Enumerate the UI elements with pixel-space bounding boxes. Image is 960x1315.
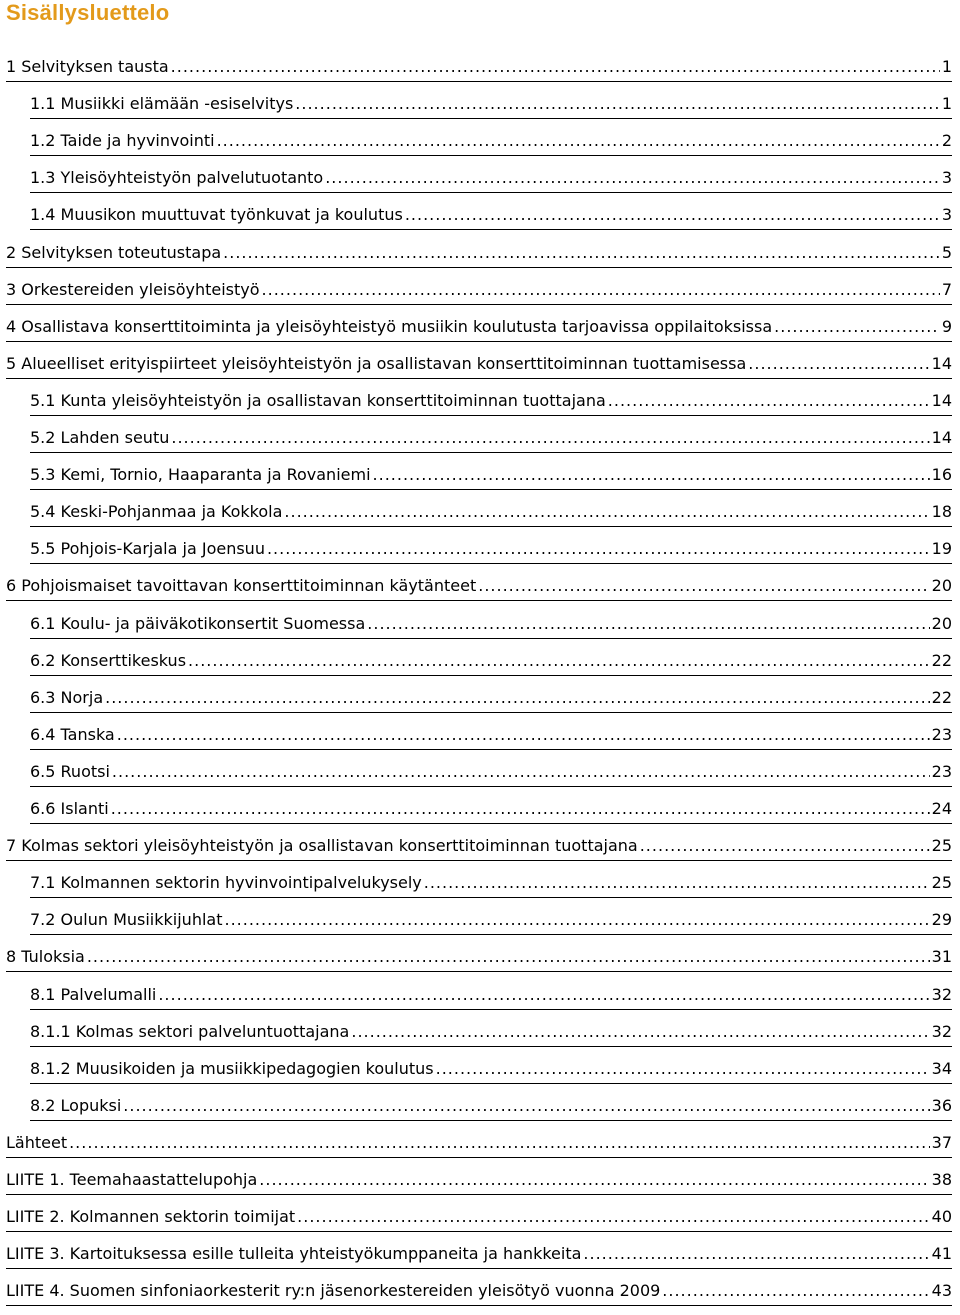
- toc-entry-title: 8.1 Palvelumalli: [30, 984, 157, 1004]
- toc-entry[interactable]: [30, 899, 952, 935]
- toc-entry[interactable]: [6, 306, 952, 342]
- toc-entry-page: 5: [941, 242, 952, 262]
- toc-entry-page: 36: [931, 1095, 952, 1115]
- toc-entry-title: 1 Selvityksen tausta: [6, 57, 169, 76]
- toc-leader-dots: [297, 1207, 929, 1227]
- toc-entry-title: 7 Kolmas sektori yleisöyhteistyön ja osallistavan konserttitoiminnan tuottajana: [6, 836, 638, 856]
- toc-entry-page: 9: [941, 316, 952, 336]
- toc-leader-dots: [112, 762, 930, 782]
- toc-entry-page: 25: [931, 873, 952, 893]
- toc-entry[interactable]: [6, 825, 952, 861]
- toc-leader-dots: [367, 614, 929, 634]
- toc-entry-title: 6.2 Konserttikeskus: [30, 650, 187, 670]
- toc-entry[interactable]: [30, 380, 952, 416]
- toc-leader-dots: [117, 725, 930, 745]
- toc-entry-title: 8.1.2 Muusikoiden ja musiikkipedagogien koulutus: [30, 1058, 434, 1078]
- toc-leader-dots: [608, 391, 930, 411]
- toc-entry-page: 3: [941, 168, 952, 188]
- toc-entry[interactable]: [6, 936, 952, 972]
- toc-entry-page: 25: [931, 836, 952, 856]
- toc-entry[interactable]: [30, 417, 952, 453]
- toc-leader-dots: [123, 1096, 929, 1116]
- toc-entry-title: 5 Alueelliset erityispiirteet yleisöyhteistyön ja osallistavan konserttitoiminnan tuottamisessa: [6, 353, 747, 373]
- toc-entry[interactable]: [30, 862, 952, 898]
- toc-leader-dots: [69, 1133, 930, 1153]
- toc-entry-title: 7.1 Kolmannen sektorin hyvinvointipalvelukysely: [30, 873, 422, 893]
- toc-leader-dots: [158, 985, 929, 1005]
- toc-entry-title: 1.2 Taide ja hyvinvointi: [30, 131, 215, 151]
- toc-entry-title: Lähteet: [6, 1132, 68, 1152]
- toc-entry[interactable]: [6, 1233, 952, 1269]
- toc-leader-dots: [583, 1244, 929, 1264]
- toc-entry-page: 19: [931, 539, 952, 559]
- toc-entry-title: 5.3 Kemi, Tornio, Haaparanta ja Rovaniemi: [30, 465, 371, 485]
- toc-entry-title: LIITE 3. Kartoituksessa esille tulleita yhteistyökumppaneita ja hankkeita: [6, 1244, 582, 1264]
- toc-leader-dots: [405, 205, 940, 225]
- toc-entry-title: 1.3 Yleisöyhteistyön palvelutuotanto: [30, 168, 324, 188]
- toc-leader-dots: [262, 280, 940, 300]
- toc-leader-dots: [424, 873, 930, 893]
- toc-entry-page: 34: [931, 1058, 952, 1078]
- toc-entry[interactable]: [30, 491, 952, 527]
- toc-entry[interactable]: [6, 1196, 952, 1232]
- toc-leader-dots: [774, 317, 940, 337]
- toc-entry-title: 5.4 Keski-Pohjanmaa ja Kokkola: [30, 502, 283, 522]
- toc-entry-title: LIITE 2. Kolmannen sektorin toimijat: [6, 1207, 296, 1227]
- toc-entry[interactable]: [30, 1011, 952, 1047]
- toc-entry-page: 2: [941, 131, 952, 151]
- toc-entry-title: 8.1.1 Kolmas sektori palveluntuottajana: [30, 1021, 350, 1041]
- toc-entry[interactable]: [30, 157, 952, 193]
- toc-leader-dots: [105, 688, 930, 708]
- toc-entry-page: 20: [931, 613, 952, 633]
- toc-entry-page: 1: [941, 57, 952, 76]
- toc-leader-dots: [436, 1059, 930, 1079]
- toc-entry[interactable]: [30, 714, 952, 750]
- toc-entry-title: 8 Tuloksia: [6, 947, 85, 967]
- toc-leader-dots: [284, 502, 929, 522]
- toc-entry-title: 4 Osallistava konserttitoiminta ja yleisöyhteistyö musiikin koulutusta tarjoavissa oppilaitoksissa: [6, 316, 773, 336]
- toc-entry[interactable]: [30, 83, 952, 119]
- toc-entry-page: 32: [931, 984, 952, 1004]
- toc-leader-dots: [87, 947, 930, 967]
- toc-entry-title: 3 Orkestereiden yleisöyhteistyö: [6, 279, 260, 299]
- toc-entry[interactable]: [6, 343, 952, 379]
- toc-entry[interactable]: [30, 751, 952, 787]
- toc-entry[interactable]: [6, 232, 952, 268]
- toc-entry[interactable]: [30, 974, 952, 1010]
- toc-entry-page: 14: [931, 353, 952, 373]
- toc-entry-title: 6.6 Islanti: [30, 799, 109, 818]
- toc-leader-dots: [267, 539, 930, 559]
- toc-entry-title: LIITE 1. Teemahaastattelupohja: [6, 1170, 258, 1189]
- toc-entry[interactable]: [6, 1159, 952, 1195]
- toc-leader-dots: [325, 168, 940, 188]
- toc-leader-dots: [223, 243, 940, 263]
- toc-entry-page: 3: [941, 205, 952, 225]
- toc-entry-title: 5.5 Pohjois-Karjala ja Joensuu: [30, 539, 265, 559]
- toc-leader-dots: [640, 836, 930, 856]
- toc-entry-page: 32: [931, 1021, 952, 1041]
- toc-leader-dots: [224, 910, 929, 930]
- toc-entry-page: 7: [941, 279, 952, 299]
- toc-entry[interactable]: [30, 677, 952, 713]
- toc-entry[interactable]: [30, 454, 952, 490]
- toc-entry[interactable]: [30, 603, 952, 639]
- toc-leader-dots: [259, 1170, 929, 1190]
- toc-entry-page: 41: [931, 1244, 952, 1264]
- toc-entry-page: 23: [931, 761, 952, 781]
- toc-entry-page: 20: [931, 576, 952, 596]
- toc-entry[interactable]: [30, 1085, 952, 1121]
- toc-entry-page: 22: [931, 650, 952, 670]
- toc-entry-title: 5.2 Lahden seutu: [30, 428, 170, 447]
- toc-leader-dots: [217, 131, 940, 151]
- toc-entry[interactable]: [30, 528, 952, 564]
- toc-entry-page: 31: [931, 947, 952, 967]
- toc-entry[interactable]: [30, 120, 952, 156]
- toc-entry-title: 6.5 Ruotsi: [30, 761, 110, 781]
- toc-entry-title: 6 Pohjoismaiset tavoittavan konserttitoiminnan käytänteet: [6, 576, 477, 596]
- toc-leader-dots: [351, 1022, 929, 1042]
- toc-entry[interactable]: [6, 46, 952, 82]
- toc-leader-dots: [111, 799, 930, 819]
- toc-entry-title: 5.1 Kunta yleisöyhteistyön ja osallistavan konserttitoiminnan tuottajana: [30, 390, 606, 410]
- toc-entry[interactable]: [30, 194, 952, 230]
- toc-entry-title: 6.4 Tanska: [30, 724, 115, 744]
- toc-leader-dots: [171, 57, 940, 77]
- toc-entry-title: 6.1 Koulu- ja päiväkotikonsertit Suomessa: [30, 613, 366, 633]
- toc-entry-title: 2 Selvityksen toteutustapa: [6, 242, 222, 262]
- page-title: Sisällysluettelo: [6, 0, 170, 25]
- toc-leader-dots: [662, 1281, 929, 1301]
- toc-entry-page: 24: [931, 799, 952, 818]
- toc-entry[interactable]: [6, 565, 952, 601]
- toc-entry-page: 43: [931, 1281, 952, 1301]
- toc-entry[interactable]: [30, 1048, 952, 1084]
- toc-entry-page: 37: [931, 1132, 952, 1152]
- toc-entry[interactable]: [6, 1270, 952, 1306]
- toc-leader-dots: [295, 94, 940, 114]
- toc-entry[interactable]: [6, 1122, 952, 1158]
- toc-entry[interactable]: [30, 640, 952, 676]
- toc-entry[interactable]: [6, 269, 952, 305]
- toc-entry-page: 14: [931, 428, 952, 447]
- toc-leader-dots: [748, 354, 929, 374]
- toc-entry-page: 18: [931, 502, 952, 522]
- toc-leader-dots: [478, 576, 929, 596]
- toc-entry-page: 14: [931, 390, 952, 410]
- toc-leader-dots: [373, 465, 930, 485]
- toc-entry[interactable]: [30, 788, 952, 824]
- toc-entry-page: 40: [931, 1207, 952, 1227]
- toc-entry-page: 29: [931, 910, 952, 930]
- toc-leader-dots: [171, 428, 929, 448]
- toc-entry-title: 1.1 Musiikki elämään -esiselvitys: [30, 94, 294, 114]
- toc-entry-title: 1.4 Muusikon muuttuvat työnkuvat ja koulutus: [30, 205, 403, 225]
- toc-entry-page: 23: [931, 724, 952, 744]
- toc-entry-page: 16: [931, 465, 952, 485]
- toc-entry-page: 1: [941, 94, 952, 114]
- toc-entry-title: LIITE 4. Suomen sinfoniaorkesterit ry:n jäsenorkestereiden yleisötyö vuonna 2009: [6, 1281, 661, 1301]
- toc-entry-page: 22: [931, 687, 952, 707]
- toc-entry-title: 6.3 Norja: [30, 687, 104, 707]
- toc-entry-title: 8.2 Lopuksi: [30, 1095, 122, 1115]
- toc-entry-page: 38: [931, 1170, 952, 1189]
- toc-leader-dots: [188, 651, 930, 671]
- toc-entry-title: 7.2 Oulun Musiikkijuhlat: [30, 910, 223, 930]
